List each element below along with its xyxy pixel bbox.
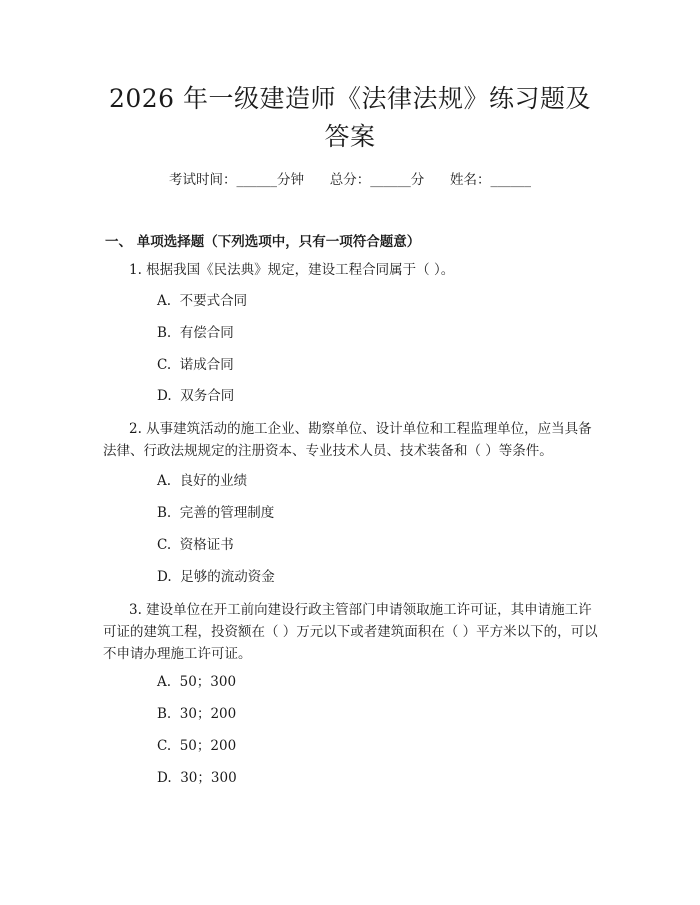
question-2-option-b: B. 完善的管理制度 <box>157 505 275 521</box>
name-field: 姓名：______ <box>450 172 531 188</box>
question-2-option-a: A. 良好的业绩 <box>157 473 248 489</box>
question-2-stem: 2. 从事建筑活动的施工企业、勘察单位、设计单位和工程监理单位，应当具备法律、行政法规规定的注册资本、专业技术人员、技术装备和（ ）等条件。 <box>103 421 592 459</box>
total-score: 总分：______分 <box>329 172 425 188</box>
question-1-option-d: D. 双务合同 <box>157 388 235 404</box>
question-3-option-b: B. 30；200 <box>157 706 237 722</box>
question-1-option-c: C. 诺成合同 <box>157 357 234 373</box>
exam-time: 考试时间：______分钟 <box>169 172 304 188</box>
question-2-option-c: C. 资格证书 <box>157 537 234 553</box>
document-title: 2026 年一级建造师《法律法规》练习题及答案 <box>108 84 592 151</box>
exam-info-line <box>0 168 700 188</box>
question-3-stem: 3. 建设单位在开工前向建设行政主管部门申请领取施工许可证，其申请施工许可证的建筑工程，投资额在（ ）万元以下或者建筑面积在（ ）平方米以下的，可以不申请办理施工许可证。 <box>103 602 598 662</box>
question-3-option-d: D. 30；300 <box>157 770 237 786</box>
question-1-stem: 1. 根据我国《民法典》规定，建设工程合同属于（ ）。 <box>129 262 455 278</box>
question-1-option-a: A. 不要式合同 <box>157 293 248 309</box>
question-1-option-b: B. 有偿合同 <box>157 325 234 341</box>
section-heading: 一、 单项选择题（下列选项中，只有一项符合题意） <box>105 234 421 250</box>
question-3-option-c: C. 50；200 <box>157 738 237 754</box>
question-2-option-d: D. 足够的流动资金 <box>157 569 275 585</box>
question-3-option-a: A. 50；300 <box>157 674 237 690</box>
